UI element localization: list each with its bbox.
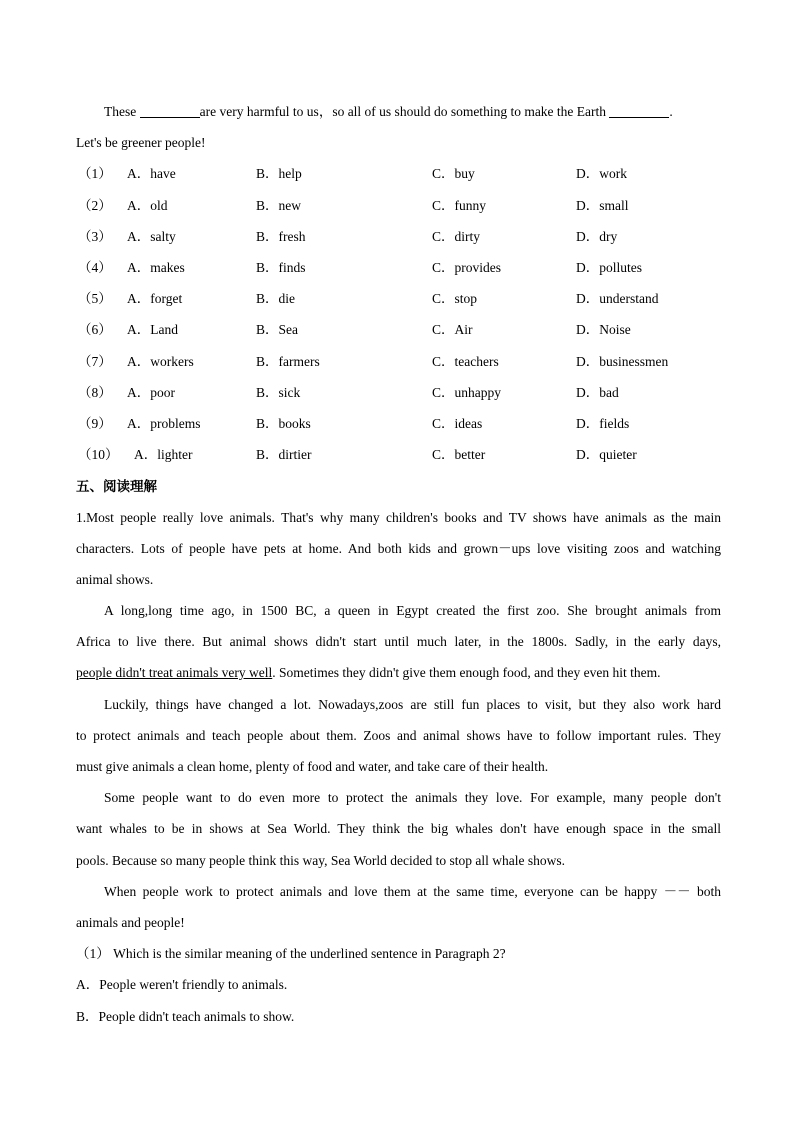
question-number: （7）: [78, 354, 112, 369]
option-d: D．work: [576, 166, 627, 181]
option-b: B．Sea: [256, 322, 298, 337]
option-b: B．fresh: [256, 229, 306, 244]
option-a: A．have: [127, 166, 176, 181]
option-a: A．workers: [127, 354, 194, 369]
option-c: C．better: [432, 447, 486, 462]
passage-line: pools. Because so many people think this way, Sea World decided to stop all whale shows.: [76, 853, 565, 868]
question-number: （4）: [78, 260, 112, 275]
option-d: D．dry: [576, 229, 618, 244]
option-b: B．new: [256, 198, 301, 213]
passage-line: characters. Lots of people have pets at home. And both kids and grown－ups love visiting zoos and watching: [76, 541, 721, 556]
option-c: C．ideas: [432, 416, 483, 431]
section-heading: 五、阅读理解: [76, 479, 157, 495]
option-d: D．businessmen: [576, 354, 669, 369]
option-a: A．poor: [127, 385, 175, 400]
option-a: A．old: [127, 198, 168, 213]
question-number: （3）: [78, 229, 112, 244]
option-d: D．small: [576, 198, 629, 213]
intro-text-end: .: [669, 104, 673, 119]
option-a: A．problems: [127, 416, 201, 431]
passage-line: want whales to be in shows at Sea World. They think the big whales don't have enough space in the small: [76, 821, 721, 836]
answer-blank: [140, 103, 200, 118]
passage-line: Some people want to do even more to protect the animals they love. For example, many people don't: [104, 790, 721, 805]
option-c: C．funny: [432, 198, 486, 213]
passage-line: 1.Most people really love animals. That's why many children's books and TV shows have animals as the main: [76, 510, 721, 525]
question-number: （6）: [78, 322, 112, 337]
passage-line: Africa to live there. But animal shows didn't start until much later, in the 1800s. Sadly, in the early days,: [76, 634, 721, 649]
option-c: C．dirty: [432, 229, 481, 244]
option-c: C．teachers: [432, 354, 499, 369]
passage-line: must give animals a clean home, plenty of food and water, and take care of their health.: [76, 759, 549, 774]
passage-line: A long,long time ago, in 1500 BC, a queen in Egypt created the first zoo. She brought animals from: [104, 603, 721, 618]
option-b: B．books: [256, 416, 311, 431]
option-a: A．lighter: [134, 447, 193, 462]
question-number: （8）: [78, 385, 112, 400]
question-stem: （1） Which is the similar meaning of the underlined sentence in Paragraph 2?: [76, 946, 506, 961]
option-d: D．pollutes: [576, 260, 642, 275]
option-b: B．dirtier: [256, 447, 312, 462]
passage-line: [76, 664, 721, 682]
option-b: B．help: [256, 166, 302, 181]
passage-line: animals and people!: [76, 915, 185, 930]
option-d: D．Noise: [576, 322, 631, 337]
option-c: C．buy: [432, 166, 475, 181]
option-b: B．sick: [256, 385, 301, 400]
answer-option-b: B．People didn't teach animals to show.: [76, 1009, 295, 1024]
option-c: C．stop: [432, 291, 478, 306]
option-d: D．quieter: [576, 447, 637, 462]
option-c: C．unhappy: [432, 385, 501, 400]
passage-text: . Sometimes they didn't give them enough food, and they even hit them.: [272, 665, 661, 680]
option-b: B．farmers: [256, 354, 320, 369]
passage-line: to protect animals and teach people about them. Zoos and animal shows have to follow important rules. They: [76, 728, 721, 743]
option-b: B．die: [256, 291, 295, 306]
intro-line-1: [104, 103, 721, 121]
intro-text-start: These: [104, 104, 140, 119]
passage-line: When people work to protect animals and love them at the same time, everyone can be happy －－ both: [104, 884, 721, 899]
option-a: A．Land: [127, 322, 178, 337]
passage-line: Luckily, things have changed a lot. Nowadays,zoos are still fun places to visit, but they also work hard: [104, 697, 721, 712]
option-d: D．understand: [576, 291, 659, 306]
answer-option-a: A．People weren't friendly to animals.: [76, 977, 288, 992]
question-number: （2）: [78, 198, 112, 213]
answer-blank: [609, 103, 669, 118]
question-number: （10）: [78, 447, 119, 462]
question-number: （9）: [78, 416, 112, 431]
question-number: （5）: [78, 291, 112, 306]
intro-line-2: Let's be greener people!: [76, 135, 206, 150]
intro-text-middle: are very harmful to us，so all of us should do something to make the Earth: [199, 104, 610, 119]
option-d: D．bad: [576, 385, 619, 400]
option-a: A．forget: [127, 291, 183, 306]
option-b: B．finds: [256, 260, 306, 275]
option-c: C．Air: [432, 322, 473, 337]
underlined-sentence: people didn't treat animals very well: [76, 665, 273, 680]
option-a: A．makes: [127, 260, 185, 275]
question-number: （1）: [78, 166, 112, 181]
option-d: D．fields: [576, 416, 630, 431]
option-c: C．provides: [432, 260, 501, 275]
option-a: A．salty: [127, 229, 176, 244]
passage-line: animal shows.: [76, 572, 154, 587]
